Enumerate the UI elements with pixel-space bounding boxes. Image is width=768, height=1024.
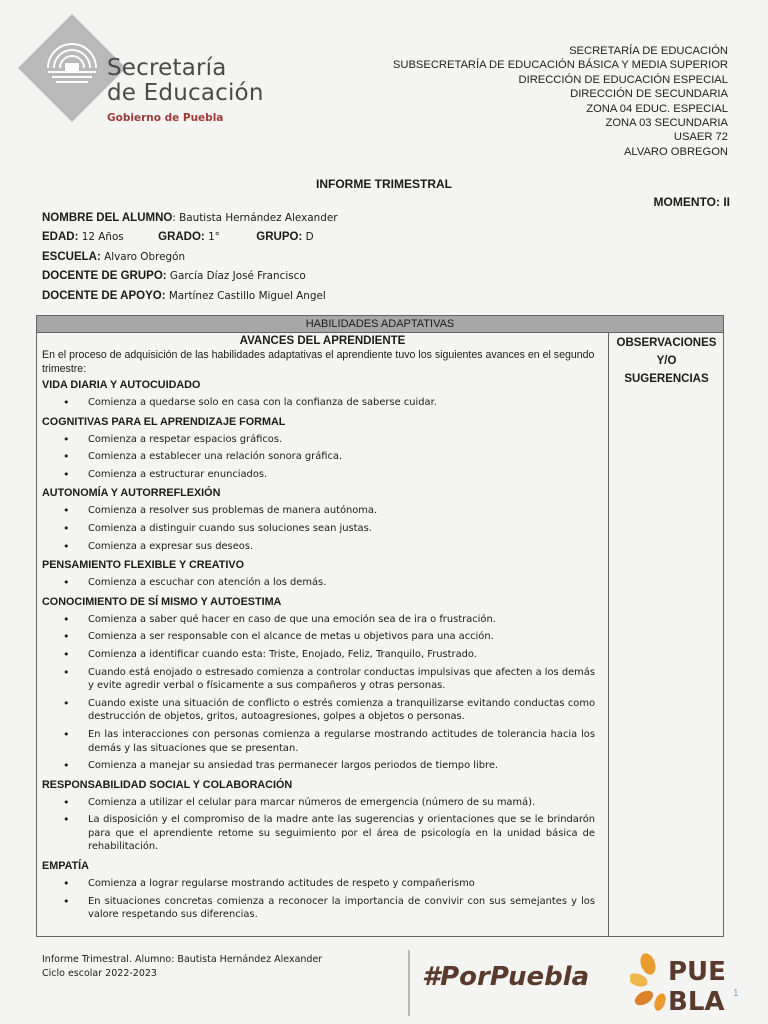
- list-item: • Comienza a saber qué hacer en caso de que una emoción sea de ira o frustración.: [88, 613, 603, 627]
- brand-text-bottom: BLA: [668, 987, 725, 1016]
- name-label: NOMBRE DEL ALUMNO: [42, 212, 173, 224]
- list-item: • Cuando existe una situación de conflicto o estrés comienza a tranquilizarse evitando conductas como destrucción de objetos, gritos, autoagresiones, golpes a objetos o personas.: [88, 697, 603, 724]
- student-age: 12 Años: [78, 231, 124, 244]
- section-title: EMPATÍA: [42, 860, 89, 873]
- section-list: [42, 396, 603, 410]
- logo-text: [107, 56, 264, 124]
- teacher-label: DOCENTE DE GRUPO:: [42, 270, 167, 283]
- section-list: [42, 576, 603, 590]
- section-list: [42, 877, 603, 922]
- flower-icon: [630, 951, 668, 1012]
- age-label: EDAD:: [42, 231, 79, 244]
- section-title: VIDA DIARIA Y AUTOCUIDADO: [42, 379, 201, 391]
- momento-label: MOMENTO: II: [653, 195, 730, 209]
- section-list: [42, 613, 603, 773]
- intro-text: En el proceso de adquisición de las habilidades adaptativas el aprendiente tuvo los siguientes avances en el segundo trimestre:: [42, 349, 595, 375]
- page-number: 1: [733, 988, 739, 999]
- list-item: • Comienza a quedarse solo en casa con la confianza de saberse cuidar.: [88, 396, 603, 410]
- school-label: ESCUELA:: [42, 250, 101, 263]
- section-title: PENSAMIENTO FLEXIBLE Y CREATIVO: [42, 559, 244, 572]
- list-item: • Comienza a lograr regularse mostrando actitudes de respeto y compañerismo: [88, 877, 603, 891]
- table-header: HABILIDADES ADAPTATIVAS: [37, 316, 723, 333]
- header-line: USAER 72: [673, 131, 728, 144]
- header-line: DIRECCIÓN DE EDUCACIÓN ESPECIAL: [518, 73, 728, 86]
- student-group: D: [302, 231, 314, 244]
- teacher-name: García Díaz José Francisco: [166, 270, 306, 283]
- observations-line: SUGERENCIAS: [624, 373, 709, 385]
- section-title: CONOCIMIENTO DE SÍ MISMO Y AUTOESTIMA: [42, 595, 282, 608]
- seal-icon: [48, 44, 96, 82]
- observations-line: Y/O: [656, 355, 677, 367]
- section-list: [42, 433, 603, 482]
- logo-title-line1: Secretaría: [107, 55, 227, 81]
- header-line: ZONA 03 SECUNDARIA: [605, 117, 728, 130]
- logo-subtitle: Gobierno de Puebla: [107, 112, 224, 124]
- student-name-row: [42, 209, 338, 228]
- report-title: INFORME TRIMESTRAL: [316, 177, 452, 191]
- sections-container: [42, 377, 603, 922]
- list-item: • Comienza a resolver sus problemas de manera autónoma.: [88, 504, 603, 518]
- avances-title: AVANCES DEL APRENDIENTE: [239, 335, 406, 347]
- student-grade: 1°: [204, 231, 220, 244]
- observations-line: OBSERVACIONES: [616, 337, 717, 349]
- observations-column: [610, 332, 723, 936]
- footer-divider: [408, 950, 410, 1016]
- header-line: SUBSECRETARÍA DE EDUCACIÓN BÁSICA Y MEDIA SUPERIOR: [392, 59, 728, 72]
- skills-table: [36, 315, 724, 937]
- section-title: AUTONOMÍA Y AUTORREFLEXIÓN: [42, 487, 221, 500]
- section-title: RESPONSABILIDAD SOCIAL Y COLABORACIÓN: [42, 778, 293, 791]
- hashtag: #PorPuebla: [422, 962, 590, 992]
- list-item: • Comienza a respetar espacios gráficos.: [88, 433, 603, 447]
- student-info: [42, 209, 338, 306]
- list-item: • Cuando está enojado o estresado comienza a controlar conductas impulsivas que afecten a los demás y evite agredir verbal o físicamente a sus compañeros y otras personas.: [88, 666, 603, 693]
- header-line: SECRETARÍA DE EDUCACIÓN: [569, 45, 728, 57]
- institution-header: [393, 44, 728, 159]
- header-line: ZONA 04 EDUC. ESPECIAL: [586, 102, 728, 115]
- list-item: • Comienza a utilizar el celular para marcar números de emergencia (número de su mamá).: [88, 796, 603, 810]
- logo-title-line2: de Educación: [107, 80, 264, 106]
- list-item: • Comienza a distinguir cuando sus soluciones sean justas.: [88, 522, 603, 536]
- support-row: [42, 287, 338, 306]
- student-name: : Bautista Hernández Alexander: [172, 212, 338, 224]
- section-title: COGNITIVAS PARA EL APRENDIZAJE FORMAL: [42, 415, 286, 428]
- header-line: DIRECCIÓN DE SECUNDARIA: [570, 88, 728, 101]
- list-item: • Comienza a identificar cuando esta: Triste, Enojado, Feliz, Tranquilo, Frustrado.: [88, 648, 603, 662]
- list-item: • Comienza a manejar su ansiedad tras permanecer largos periodos de tiempo libre.: [88, 759, 603, 773]
- list-item: • Comienza a escuchar con atención a los demás.: [88, 576, 603, 590]
- puebla-logo: [630, 950, 740, 1016]
- list-item: • Comienza a establecer una relación sonora gráfica.: [88, 450, 603, 464]
- school-row: [42, 248, 338, 267]
- support-label: DOCENTE DE APOYO:: [42, 289, 166, 302]
- grade-label: GRADO:: [158, 231, 205, 244]
- section-list: [42, 504, 603, 553]
- list-item: • Comienza a estructurar enunciados.: [88, 468, 603, 482]
- group-label: GRUPO:: [256, 231, 303, 244]
- list-item: • La disposición y el compromiso de la madre ante las sugerencias y orientaciones que se le brindarón para que el aprendiente retome su seguimiento por el área de psicología en la unidad básica de rehabilitación.: [88, 813, 603, 854]
- brand-text-top: PUE: [668, 957, 726, 987]
- footer-line1: Informe Trimestral. Alumno: Bautista Hernández Alexander: [42, 954, 323, 965]
- school-name: Alvaro Obregón: [100, 250, 186, 263]
- teacher-row: [42, 267, 338, 286]
- list-item: • En las interacciones con personas comienza a regularse mostrando actitudes de tolerancia hacia los demás y las situaciones que se presentan.: [88, 728, 603, 755]
- footer-info: [42, 953, 322, 981]
- header-line: ALVARO OBREGON: [623, 145, 728, 158]
- list-item: • En situaciones concretas comienza a reconocer la importancia de convivir con sus semejantes y los valore respetando sus diferencias.: [88, 895, 603, 922]
- footer-line2: Ciclo escolar 2022-2023: [42, 968, 157, 979]
- student-age-row: [42, 228, 338, 247]
- avances-column: [37, 332, 609, 936]
- list-item: • Comienza a ser responsable con el alcance de metas u objetivos para una acción.: [88, 630, 603, 644]
- list-item: • Comienza a expresar sus deseos.: [88, 540, 603, 554]
- support-teacher-name: Martínez Castillo Miguel Angel: [165, 289, 326, 302]
- section-list: [42, 796, 603, 854]
